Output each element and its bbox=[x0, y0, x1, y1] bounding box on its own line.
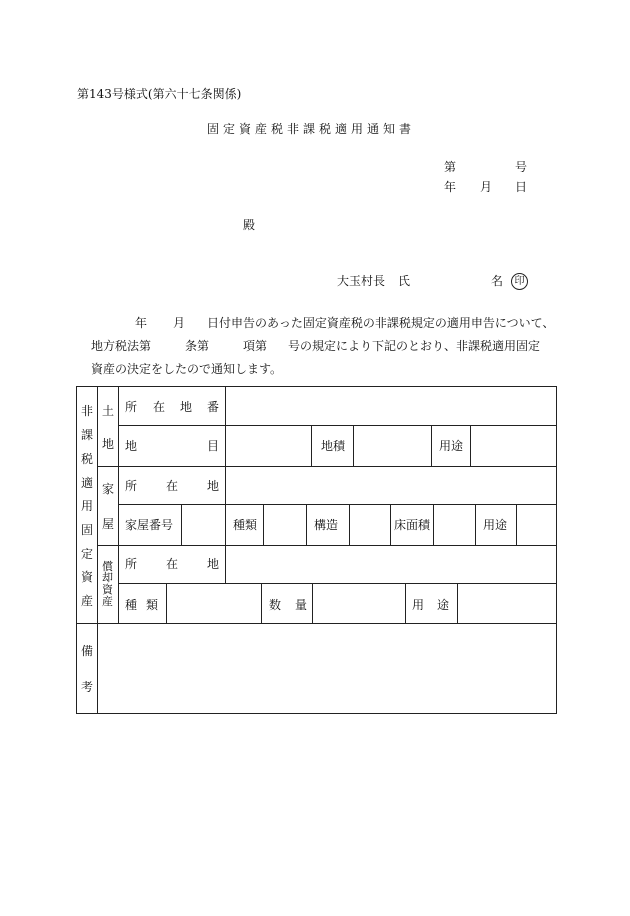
land-group-char: 地 bbox=[102, 437, 115, 451]
body-paragraph: 項第 bbox=[243, 339, 268, 353]
land-area-label: 地積 bbox=[321, 439, 346, 453]
seal-mark: 印 bbox=[511, 273, 528, 290]
body-line3-text: 資産の決定をしたので通知します。 bbox=[91, 362, 283, 376]
depreciable-location-label-char: 在 bbox=[166, 557, 179, 571]
doc-no-suffix: 号 bbox=[515, 160, 528, 174]
remarks-label-char: 備 bbox=[81, 644, 94, 658]
date-year: 年 bbox=[444, 180, 457, 194]
header-char: 資 bbox=[81, 570, 94, 584]
issuer-mei: 名 bbox=[491, 274, 504, 288]
house-kind-label: 種類 bbox=[233, 518, 258, 532]
body-year: 年 bbox=[135, 316, 148, 330]
form-number: 第143号様式(第六十七条関係) bbox=[77, 87, 242, 101]
depreciable-quantity-label-char: 数 bbox=[269, 598, 282, 612]
land-location-label-char: 地 bbox=[180, 400, 193, 414]
body-law-article: 地方税法第 bbox=[91, 339, 152, 353]
land-location-label-char: 番 bbox=[207, 400, 220, 414]
depreciable-quantity-label-char: 量 bbox=[295, 598, 308, 612]
addressee-suffix: 殿 bbox=[243, 218, 256, 232]
date-day: 日 bbox=[515, 180, 528, 194]
date-month: 月 bbox=[480, 180, 493, 194]
issuer-title: 大玉村長 bbox=[337, 274, 386, 288]
depreciable-location-label-char: 地 bbox=[207, 557, 220, 571]
header-char: 定 bbox=[81, 547, 94, 561]
body-line2-text: 号の規定により下記のとおり、非課税適用固定 bbox=[288, 339, 541, 353]
body-line1-text: 日付申告のあった固定資産税の非課税規定の適用申告について、 bbox=[207, 316, 555, 330]
depreciable-group-char: 却 bbox=[102, 571, 113, 584]
house-location-label-char: 在 bbox=[166, 479, 179, 493]
header-char: 固 bbox=[81, 523, 94, 537]
issuer-shi: 氏 bbox=[398, 274, 411, 288]
house-floor-area-label: 床面積 bbox=[394, 518, 431, 532]
land-category-label-char: 地 bbox=[125, 439, 138, 453]
depreciable-location-label-char: 所 bbox=[125, 557, 138, 571]
house-location-label-char: 地 bbox=[207, 479, 220, 493]
header-char: 適 bbox=[81, 476, 94, 490]
header-char: 用 bbox=[81, 499, 94, 513]
depreciable-group-char: 資 bbox=[102, 583, 113, 596]
remarks-label-char: 考 bbox=[81, 680, 94, 694]
house-use-label: 用途 bbox=[483, 518, 508, 532]
land-category-label-char: 目 bbox=[207, 439, 220, 453]
house-number-label: 家屋番号 bbox=[125, 518, 174, 532]
house-structure-label: 構造 bbox=[314, 518, 339, 532]
header-char: 非 bbox=[81, 404, 94, 418]
document-title: 固定資産税非課税適用通知書 bbox=[207, 122, 416, 136]
land-use-label: 用途 bbox=[439, 439, 464, 453]
table-outer-border bbox=[77, 387, 557, 714]
land-location-label-char: 所 bbox=[125, 400, 138, 414]
house-group-char: 屋 bbox=[102, 517, 115, 531]
house-group-char: 家 bbox=[102, 482, 115, 496]
house-location-label-char: 所 bbox=[125, 479, 138, 493]
depreciable-kind-label-char: 種 bbox=[125, 598, 138, 612]
depreciable-kind-label-char: 類 bbox=[146, 598, 159, 612]
depreciable-use-label-char: 用 bbox=[412, 598, 425, 612]
depreciable-group-char: 産 bbox=[102, 595, 113, 608]
land-group-char: 土 bbox=[102, 404, 115, 418]
body-month: 月 bbox=[173, 316, 186, 330]
header-char: 課 bbox=[81, 428, 94, 442]
depreciable-group-char: 償 bbox=[102, 560, 113, 573]
header-char: 産 bbox=[81, 594, 94, 608]
doc-no-prefix: 第 bbox=[444, 160, 457, 174]
depreciable-use-label-char: 途 bbox=[437, 598, 450, 612]
land-location-label-char: 在 bbox=[153, 400, 166, 414]
header-char: 税 bbox=[81, 452, 94, 466]
body-article: 条第 bbox=[185, 339, 210, 353]
